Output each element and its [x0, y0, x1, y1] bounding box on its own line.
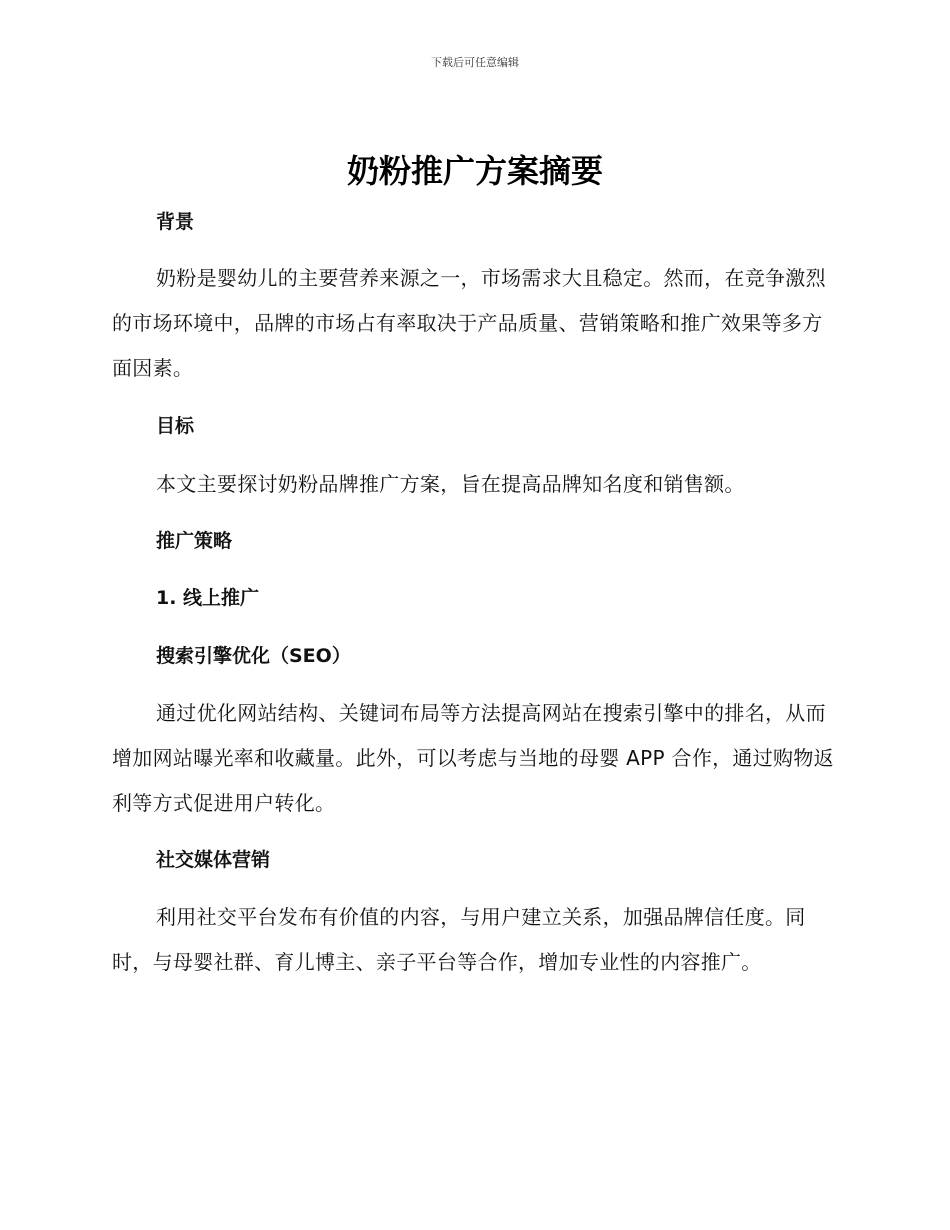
social-media-paragraph: 利用社交平台发布有价值的内容，与用户建立关系，加强品牌信任度。同时，与母婴社群、育儿博主、亲子平台等合作，增加专业性的内容推广。	[112, 905, 806, 974]
header-note: 下载后可任意编辑	[431, 56, 519, 69]
goal-paragraph: 本文主要探讨奶粉品牌推广方案，旨在提高品牌知名度和销售额。	[156, 472, 745, 496]
strategy-heading: 推广策略	[156, 530, 233, 552]
background-heading: 背景	[156, 211, 195, 233]
seo-heading: 搜索引擎优化（SEO）	[156, 645, 351, 667]
page-title: 奶粉推广方案摘要	[346, 152, 603, 190]
online-promotion-heading: 1. 线上推广	[156, 587, 260, 609]
seo-paragraph: 通过优化网站结构、关键词布局等方法提高网站在搜索引擎中的排名，从而增加网站曝光率和收藏量。此外，可以考虑与当地的母婴 APP 合作，通过购物返利等方式促进用户转化。	[112, 701, 834, 815]
goal-heading: 目标	[156, 415, 195, 437]
social-media-heading: 社交媒体营销	[156, 849, 271, 871]
background-paragraph: 奶粉是婴幼儿的主要营养来源之一，市场需求大且稳定。然而，在竞争激烈的市场环境中，品牌的市场占有率取决于产品质量、营销策略和推广效果等多方面因素。	[112, 266, 826, 380]
